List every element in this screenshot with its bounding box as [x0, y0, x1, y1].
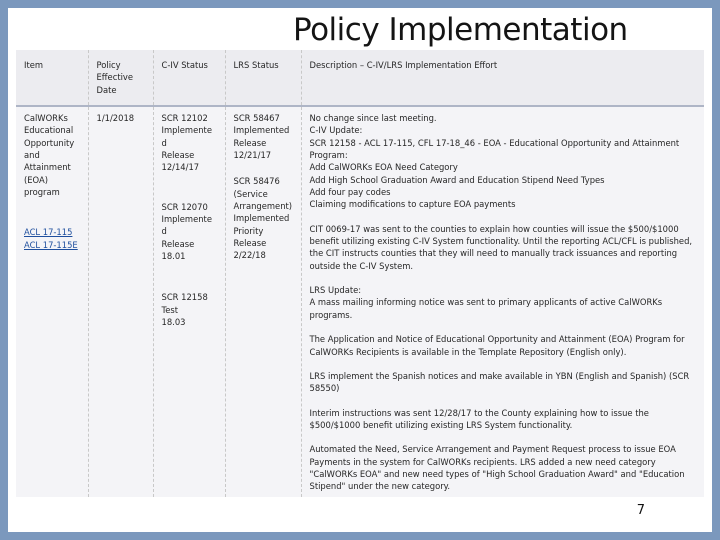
civ-status-cell	[153, 106, 225, 497]
lrs-status-2: SCR 58476 (Service Arrangement) Implemented Priority Release 2/22/18	[233, 176, 293, 261]
page-title: Policy Implementation	[293, 12, 628, 48]
effective-date: 1/1/2018	[96, 113, 135, 123]
description-paragraph: LRS implement the Spanish notices and make available in YBN (English and Spanish) (SCR 58550)	[309, 370, 690, 394]
header-description: Description – C-IV/LRS Implementation Effort	[301, 50, 704, 106]
header-lrs-status: LRS Status	[225, 50, 301, 106]
description-paragraph: LRS Update: A mass mailing informing notice was sent to primary applicants of active CalWORKs programs.	[309, 285, 663, 320]
lrs-status-cell	[225, 106, 301, 497]
effective-date-cell	[88, 106, 153, 497]
description-paragraph: Automated the Need, Service Arrangement and Payment Request process to issue EOA Payments in the system for CalWORKs recipients. LRS added a new need category "CalWORKs EOA" and new need types of "High School Graduation Award" and "Education Stipend" under the new category.	[309, 444, 685, 492]
civ-status-1: SCR 12102 Implemente d Release 12/14/17	[161, 113, 212, 173]
description-paragraph: No change since last meeting. C-IV Update: SCR 12158 - ACL 17-115, CFL 17-18_46 - EOA - Educational Opportunity and Attainment Program: Add CalWORKs EOA Need Category Add High School Graduation Award and Education Stipend Need Types Add four pay codes Claiming modifications to capture EOA payments	[309, 113, 680, 210]
lrs-status-1: SCR 58467 Implemented Release 12/21/17	[233, 113, 290, 161]
civ-status-2: SCR 12070 Implemente d Release 18.01	[161, 201, 212, 262]
header-civ-status: C-IV Status	[153, 50, 225, 106]
description-paragraph: The Application and Notice of Educational Opportunity and Attainment (EOA) Program for CalWORKs Recipients is available in the Template Repository (English only).	[309, 334, 685, 357]
policy-table	[16, 50, 704, 497]
table-row	[16, 106, 704, 497]
item-cell	[16, 106, 88, 497]
description-paragraph: Interim instructions was sent 12/28/17 to the County explaining how to issue the $500/$1000 benefit utilizing existing LRS System functionality.	[309, 407, 649, 430]
page-number: 7	[636, 503, 645, 518]
table-header-row	[16, 50, 704, 106]
header-effective-date: Policy Effective Date	[88, 50, 153, 106]
header-item: Item	[16, 50, 88, 106]
item-text: CalWORKs Educational Opportunity and Attainment (EOA) program	[24, 113, 75, 198]
slide	[8, 8, 712, 532]
description-paragraph: CIT 0069-17 was sent to the counties to explain how counties will issue the $500/$1000 benefit utilizing existing C-IV System functionality. Until the reporting ACL/CFL is published, the CIT instructs counties that they will need to manually track issuances and reporting outside the C-IV System.	[309, 223, 693, 271]
acl-17-115-link[interactable]: ACL 17-115	[24, 227, 73, 238]
civ-status-3: SCR 12158 Test 18.03	[161, 292, 208, 328]
description-cell	[301, 106, 704, 497]
acl-17-115e-link[interactable]: ACL 17-115E	[24, 239, 78, 250]
